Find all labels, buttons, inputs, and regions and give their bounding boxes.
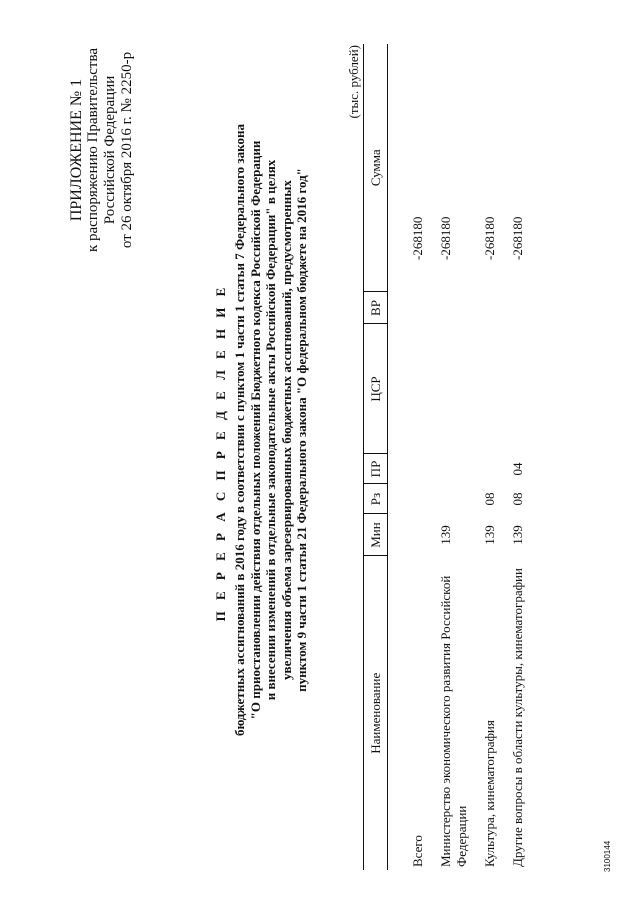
col-header-pr: ПР xyxy=(364,454,388,484)
document-subtitle xyxy=(232,45,310,815)
row-min: 139 xyxy=(510,525,525,545)
row-pr: 04 xyxy=(510,462,525,476)
row-csr xyxy=(474,324,502,454)
subtitle-line-3: и внесении изменений в отдельные законодательные акты Российской Федерации" в целях xyxy=(263,159,278,701)
row-sum: -268180 xyxy=(510,216,525,260)
row-name: Всего xyxy=(410,835,425,867)
row-rz: 08 xyxy=(510,492,525,506)
appendix-line-federation: Российской Федерации xyxy=(102,75,118,225)
table-row xyxy=(388,44,427,870)
subtitle-line-5: пунктом 9 части 1 статьи 21 Федерального закона "О федеральном бюджете на 2016 год" xyxy=(294,168,309,692)
row-vr xyxy=(426,292,474,324)
appendix-header xyxy=(68,40,136,260)
appendix-line-date: от 26 октября 2016 г. № 2250-р xyxy=(119,51,135,249)
table-header-row xyxy=(364,44,388,870)
row-min xyxy=(388,514,427,556)
document-heading: П Е Р Е Р А С П Р Е Д Е Л Е Н И Е xyxy=(213,283,228,622)
budget-table xyxy=(363,44,546,870)
row-min: 139 xyxy=(482,525,497,545)
row-rz xyxy=(388,484,427,514)
row-name: Министерство экономического развития Российской Федерации xyxy=(438,575,469,867)
appendix-number: ПРИЛОЖЕНИЕ № 1 xyxy=(68,78,85,222)
row-min: 139 xyxy=(438,525,453,545)
appendix-line-order: к распоряжению Правительства xyxy=(85,48,101,253)
table-row xyxy=(474,44,502,870)
row-sum: -268180 xyxy=(482,216,497,260)
row-name: Другие вопросы в области культуры, кинематографии xyxy=(510,568,525,867)
col-header-sum: Сумма xyxy=(364,44,388,292)
row-csr xyxy=(502,324,546,454)
row-rz: 08 xyxy=(482,492,497,506)
units-label: (тыс. рублей) xyxy=(346,45,361,119)
row-sum: -268180 xyxy=(438,216,453,260)
row-csr xyxy=(426,324,474,454)
col-header-vr: ВР xyxy=(364,292,388,324)
row-pr xyxy=(426,454,474,484)
row-csr xyxy=(388,324,427,454)
row-vr xyxy=(388,292,427,324)
table-row xyxy=(426,44,474,870)
row-pr xyxy=(474,454,502,484)
table-row xyxy=(502,44,546,870)
col-header-min: Мин xyxy=(364,514,388,556)
document-code: 3100144 xyxy=(603,840,612,872)
row-sum: -268180 xyxy=(410,216,425,260)
row-pr xyxy=(388,454,427,484)
subtitle-line-1: бюджетных ассигнований в 2016 году в соответствии с пунктом 1 части 1 статьи 7 Федерального закона xyxy=(232,124,247,736)
row-rz xyxy=(426,484,474,514)
col-header-csr: ЦСР xyxy=(364,324,388,454)
row-vr xyxy=(502,292,546,324)
row-name: Культура, кинематография xyxy=(482,720,497,867)
row-vr xyxy=(474,292,502,324)
subtitle-line-2: "О приостановлении действия отдельных положений Бюджетного кодекса Российской Федерации xyxy=(247,140,263,720)
col-header-rz: Рз xyxy=(364,484,388,514)
col-header-name: Наименование xyxy=(364,556,388,870)
subtitle-line-4: увеличения объема зарезервированных бюджетных ассигнований, предусмотренных xyxy=(278,180,294,680)
